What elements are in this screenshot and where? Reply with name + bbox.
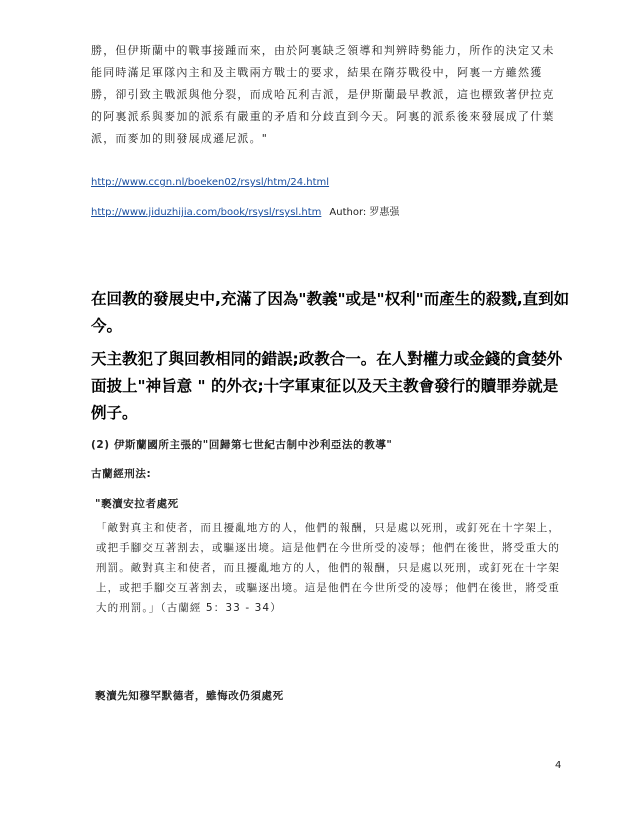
quran-quote: 「敵對真主和使者，而且擾亂地方的人，他們的報酬，只是處以死刑，或釘死在十字架上，或把手腳交互著割去，或驅逐出境。這是他們在今世所受的凌辱；他們在後世，將受重大的刑罰。敵對真主和使者，而且擾亂地方的人，他們的報酬，只是處以死刑，或釘死在十字架上，或把手腳交互著割去，或驅逐出境。這是他們在今世所受的凌辱；他們在後世，將受重大的刑罰。」（古蘭經 5：33 - 34） xyxy=(96,522,560,614)
reference-link-ccgn[interactable]: http://www.ccgn.nl/boeken02/rsysl/htm/24.html xyxy=(91,177,330,188)
reference-link-row-1 xyxy=(91,176,329,190)
section-title: (2) 伊斯蘭國所主張的"回歸第七世紀古制中沙利亞法的教導" xyxy=(91,439,393,451)
body-paragraph: 勝，但伊斯蘭中的戰事接踵而來，由於阿裏缺乏領導和判辨時勢能力，所作的決定又未能同時滿足軍隊內主和及主戰兩方戰士的要求，結果在隋芬戰役中，阿裏一方雖然獲勝，卻引致主戰派與他分裂，而成哈瓦利吉派，是伊斯蘭最早教派，這也標致著伊拉克的阿裏派系與麥加的派系有嚴重的矛盾和分歧直到今天。阿裏的派系後來發展成了什葉派，而麥加的則發展成遜尼派。" xyxy=(91,44,555,145)
emphasis-heading-2: 天主教犯了與回教相同的錯誤;政教合一。在人對權力或金錢的貪婪外面披上"神旨意 " 的外衣;十字軍東征以及天主教會發行的贖罪券就是例子。 xyxy=(91,350,563,422)
reference-link-jiduzhijia[interactable]: http://www.jiduzhijia.com/book/rsysl/rsysl.htm xyxy=(91,207,322,218)
item-title-2: 褻瀆先知穆罕默德者，雖悔改仍須處死 xyxy=(95,690,284,702)
author-credit: Author: 罗惠强 xyxy=(329,207,400,218)
subsection-title: 古蘭經刑法: xyxy=(91,468,152,480)
emphasis-heading-1: 在回教的發展史中,充滿了因為"教義"或是"权利"而產生的殺戮,直到如今。 xyxy=(91,290,570,335)
reference-link-row-2 xyxy=(91,206,399,220)
item-title-1: "褻瀆安拉者處死 xyxy=(95,498,179,510)
page-number: 4 xyxy=(555,760,562,771)
